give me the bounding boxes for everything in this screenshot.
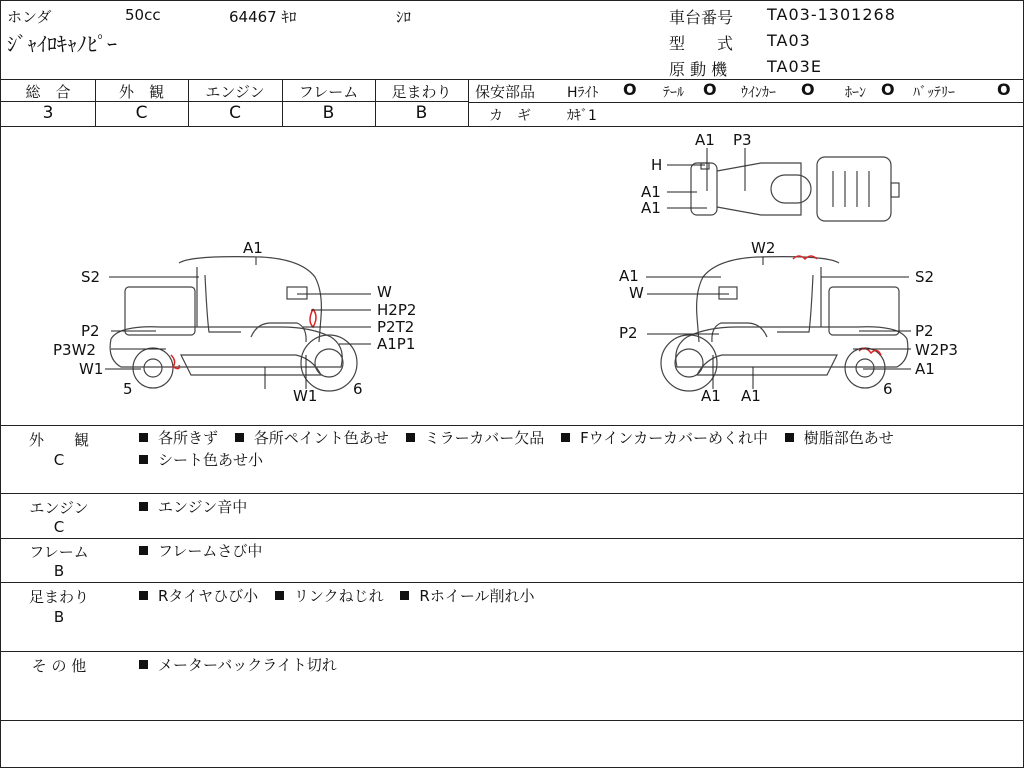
safety-headlight-mark: O [623, 80, 637, 99]
type-label: 型 式 [669, 34, 734, 53]
remark-items-engine [137, 496, 1017, 518]
engine-model-value: TA03E [767, 57, 822, 76]
divider [1, 720, 1023, 721]
diagram-label: W2P3 [915, 341, 958, 359]
grade-header-total: 総 合 [25, 83, 71, 101]
remark-items-exterior [137, 427, 1017, 471]
safety-tail-label: ﾃｰﾙ [663, 85, 684, 101]
model-name: ｼﾞｬｲﾛｷｬﾉﾋﾟｰ [7, 32, 117, 56]
divider [1, 79, 1023, 80]
remark-item: メーターバックライト切れ [158, 656, 337, 674]
diagram-label: P2T2 [377, 318, 415, 336]
diagram-label: H2P2 [377, 301, 417, 319]
remark-item: エンジン音中 [158, 498, 248, 516]
divider [1, 651, 1023, 652]
diagram-label: A1 [641, 183, 661, 201]
remark-label-engine: エンジン [29, 499, 89, 517]
grade-engine: C [229, 103, 241, 123]
remark-item: Rタイヤひび小 [158, 587, 259, 605]
diagram-label: A1 [641, 199, 661, 217]
grade-header-engine: エンジン [205, 83, 265, 101]
diagram-label: P3W2 [53, 341, 96, 359]
remark-item: 各所きず [158, 429, 219, 447]
diagram-label: S2 [81, 268, 101, 286]
remark-items-suspension [137, 585, 1017, 607]
diagram-label: S2 [915, 268, 935, 286]
diagram-label: A1 [695, 131, 715, 149]
remark-item: Fウインカーカバーめくれ中 [580, 429, 768, 447]
frame-number-label: 車台番号 [669, 8, 734, 27]
divider [1, 493, 1023, 494]
diagram-label: A1P1 [377, 335, 416, 353]
remark-label-exterior: 外 観 [28, 431, 89, 449]
remark-item: フレームさび中 [158, 542, 263, 560]
type-value: TA03 [767, 31, 811, 50]
grade-frame: B [322, 103, 335, 123]
remark-grade-engine: C [53, 518, 65, 536]
grade-exterior: C [135, 103, 148, 123]
remark-label-other: そ の 他 [31, 657, 87, 675]
safety-winker-mark: O [801, 80, 815, 99]
color: ｼﾛ [396, 8, 412, 26]
displacement: 50cc [125, 6, 161, 24]
grade-header-frame: フレーム [298, 83, 359, 101]
divider [1, 425, 1023, 426]
diagram-label: 6 [353, 380, 363, 398]
grade-header-exterior: 外 観 [118, 83, 164, 101]
diagram-label: P3 [733, 131, 752, 149]
grade-total: 3 [42, 103, 54, 123]
diagram-label: W [377, 283, 392, 301]
remark-item: シート色あせ小 [158, 451, 264, 469]
diagram-label: P2 [619, 324, 638, 342]
diagram-label: W2 [751, 239, 776, 257]
remark-item: ミラーカバー欠品 [424, 429, 545, 447]
diagram-label: P2 [81, 322, 100, 340]
remark-item: リンクねじれ [293, 587, 384, 605]
remark-item: Rホイール削れ小 [419, 587, 535, 605]
safety-horn-mark: O [881, 80, 895, 99]
remark-items-other [137, 654, 1017, 676]
safety-title: 保安部品 [475, 83, 536, 101]
diagram-label: 5 [123, 380, 133, 398]
top-view-scooter-drawing [691, 157, 899, 221]
diagram-label: A1 [915, 360, 935, 378]
diagram-label: W [629, 284, 644, 302]
diagram-label: A1 [243, 239, 263, 257]
divider [1, 538, 1023, 539]
remark-items-frame [137, 540, 1017, 562]
grade-header-suspension: 足まわり [391, 83, 452, 101]
maker: ホンダ [7, 8, 52, 26]
frame-number-value: TA03-1301268 [767, 5, 896, 24]
remark-grade-frame: B [53, 562, 65, 580]
remark-item: 樹脂部色あせ [803, 429, 894, 447]
engine-model-label: 原 動 機 [669, 60, 728, 79]
safety-battery-label: ﾊﾞｯﾃﾘｰ [913, 85, 955, 101]
diagram-label: W1 [293, 387, 318, 405]
diagram-label: H [651, 156, 663, 174]
remark-item: 各所ペイント色あせ [253, 429, 389, 447]
diagram-label: A1 [741, 387, 761, 405]
safety-battery-mark: O [997, 80, 1011, 99]
grade-suspension: B [415, 103, 428, 123]
divider [468, 79, 469, 126]
diagram-label: 6 [883, 380, 893, 398]
divider [469, 102, 1023, 103]
remark-label-suspension: 足まわり [28, 588, 89, 606]
diagram-label: P2 [915, 322, 934, 340]
safety-winker-label: ｳｲﾝｶｰ [741, 85, 776, 101]
diagram-label: A1 [701, 387, 721, 405]
remark-grade-suspension: B [53, 608, 65, 626]
safety-horn-label: ﾎｰﾝ [845, 85, 866, 101]
safety-tail-mark: O [703, 80, 717, 99]
safety-headlight-label: Hﾗｲﾄ [567, 85, 599, 101]
damage-marks [171, 256, 881, 369]
diagram-label: W1 [79, 360, 104, 378]
key-label: カ ギ [489, 108, 531, 124]
remark-grade-exterior: C [53, 451, 65, 469]
diagram-labels [53, 131, 958, 405]
key-value: ｶｷﾞ1 [567, 108, 597, 124]
diagram-label: A1 [619, 267, 639, 285]
mileage: 64467 ｷﾛ [229, 8, 297, 26]
divider [1, 582, 1023, 583]
remark-label-frame: フレーム [29, 543, 89, 561]
damage-diagram [1, 127, 1023, 425]
